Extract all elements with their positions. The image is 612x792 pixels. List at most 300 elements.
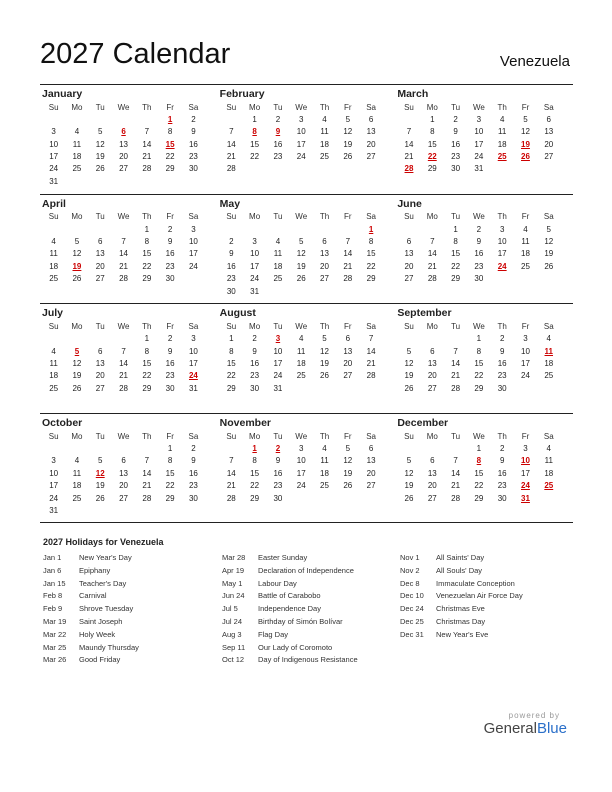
month-block bbox=[40, 414, 218, 522]
holiday-day-cell: 24 bbox=[521, 481, 530, 491]
day-cell: 10 bbox=[296, 456, 306, 466]
day-cell: 25 bbox=[49, 383, 59, 393]
holiday-date: Mar 25 bbox=[43, 642, 67, 652]
day-cell: 11 bbox=[297, 346, 306, 356]
month-row bbox=[40, 194, 573, 304]
month-name: January bbox=[42, 88, 83, 100]
day-cell: 26 bbox=[72, 383, 82, 393]
day-cell: 19 bbox=[343, 468, 353, 478]
holiday-name: New Year's Eve bbox=[436, 629, 489, 639]
day-cell: 14 bbox=[226, 139, 236, 149]
week-row bbox=[397, 236, 573, 248]
holiday-name: All Souls' Day bbox=[436, 565, 483, 575]
day-cell: 14 bbox=[451, 359, 461, 369]
day-cell: 9 bbox=[229, 249, 234, 259]
weekday-label: Fr bbox=[344, 212, 352, 222]
day-cell: 25 bbox=[49, 274, 59, 284]
holiday-date: Oct 12 bbox=[222, 655, 245, 665]
day-cell: 9 bbox=[275, 456, 281, 466]
day-cell: 9 bbox=[167, 346, 173, 356]
weekday-header bbox=[397, 321, 573, 333]
holiday-name: Christmas Eve bbox=[436, 604, 485, 614]
day-cell: 12 bbox=[72, 359, 82, 369]
day-cell: 28 bbox=[142, 493, 152, 503]
weekday-label: Fr bbox=[521, 321, 530, 331]
week-row bbox=[220, 286, 396, 298]
holiday-date: May 1 bbox=[222, 578, 243, 588]
week-row bbox=[42, 139, 218, 151]
day-cell: 2 bbox=[499, 334, 505, 344]
week-row bbox=[397, 333, 573, 345]
holiday-date: Mar 19 bbox=[43, 616, 67, 626]
day-cell: 15 bbox=[427, 139, 437, 149]
day-cell: 28 bbox=[451, 383, 461, 393]
powered-by-text: powered by bbox=[508, 711, 560, 720]
week-row bbox=[42, 236, 218, 248]
day-cell: 6 bbox=[430, 456, 435, 466]
weekday-label: Fr bbox=[166, 102, 174, 112]
day-cell: 11 bbox=[521, 236, 530, 246]
weekday-label: Mo bbox=[71, 212, 83, 222]
day-cell: 26 bbox=[95, 164, 105, 174]
day-cell: 26 bbox=[296, 274, 306, 284]
week-row bbox=[220, 480, 396, 492]
holiday-day-cell: 15 bbox=[165, 139, 175, 149]
day-cell: 16 bbox=[497, 359, 507, 369]
weekday-label: We bbox=[295, 212, 308, 222]
day-cell: 8 bbox=[144, 236, 150, 246]
weekday-label: Tu bbox=[95, 212, 105, 222]
day-cell: 27 bbox=[119, 164, 128, 174]
day-cell: 5 bbox=[345, 114, 351, 124]
day-cell: 20 bbox=[404, 261, 414, 271]
holiday-day-cell: 19 bbox=[72, 261, 82, 271]
day-cell: 29 bbox=[226, 383, 236, 393]
week-row bbox=[397, 383, 573, 395]
month-name: April bbox=[42, 197, 66, 210]
week-row bbox=[220, 468, 396, 480]
day-cell bbox=[336, 286, 359, 298]
week-row bbox=[397, 493, 573, 505]
holiday-name: Labour Day bbox=[258, 578, 297, 588]
day-cell bbox=[537, 383, 560, 395]
day-cell: 19 bbox=[320, 359, 329, 369]
day-cell: 17 bbox=[188, 359, 198, 369]
holiday-date: Dec 10 bbox=[400, 591, 424, 601]
holiday-item bbox=[222, 552, 358, 565]
weekday-label: Mo bbox=[426, 431, 438, 441]
day-cell: 20 bbox=[119, 152, 128, 162]
weekday-label: Tu bbox=[95, 431, 105, 441]
weekday-label: Sa bbox=[188, 102, 199, 112]
day-cell bbox=[89, 114, 112, 126]
month-name: November bbox=[219, 417, 272, 430]
day-cell: 3 bbox=[51, 127, 56, 137]
day-cell: 14 bbox=[142, 139, 152, 149]
weekday-label: Mo bbox=[249, 102, 261, 112]
day-cell bbox=[42, 443, 65, 455]
weekday-label: Sa bbox=[188, 431, 199, 441]
day-cell bbox=[112, 333, 135, 345]
day-cell: 4 bbox=[322, 114, 327, 124]
day-cell: 20 bbox=[95, 371, 105, 381]
holiday-item bbox=[400, 603, 523, 616]
day-cell: 1 bbox=[144, 334, 150, 344]
weekday-label: Sa bbox=[188, 321, 199, 331]
week-row bbox=[220, 126, 396, 138]
day-cell bbox=[537, 163, 560, 175]
day-cell: 13 bbox=[343, 346, 353, 356]
holiday-date: Jan 15 bbox=[43, 578, 66, 588]
day-cell: 7 bbox=[430, 236, 435, 246]
day-cell: 21 bbox=[366, 359, 376, 369]
day-cell: 23 bbox=[451, 152, 461, 162]
holiday-name: Saint Joseph bbox=[79, 616, 123, 626]
day-cell: 24 bbox=[250, 274, 260, 284]
holiday-date: Apr 19 bbox=[222, 565, 245, 575]
day-cell: 25 bbox=[320, 152, 329, 162]
day-cell: 10 bbox=[474, 127, 484, 137]
day-cell bbox=[243, 224, 266, 236]
day-cell: 7 bbox=[229, 456, 234, 466]
holiday-name: Holy Week bbox=[79, 629, 116, 639]
day-cell: 8 bbox=[252, 456, 257, 466]
holiday-day-cell: 25 bbox=[544, 481, 554, 491]
holiday-day-cell: 24 bbox=[188, 371, 198, 381]
holiday-day-cell: 10 bbox=[521, 456, 530, 466]
day-cell: 24 bbox=[521, 371, 530, 381]
day-cell bbox=[243, 163, 266, 175]
week-row bbox=[42, 224, 218, 236]
day-cell: 3 bbox=[298, 114, 304, 124]
week-row bbox=[42, 505, 218, 517]
week-row bbox=[220, 224, 396, 236]
day-cell: 26 bbox=[320, 371, 329, 381]
weekday-label: Su bbox=[48, 431, 59, 441]
day-cell: 29 bbox=[165, 493, 175, 503]
day-cell: 26 bbox=[343, 481, 353, 491]
holiday-item bbox=[43, 578, 139, 591]
day-cell: 4 bbox=[275, 236, 281, 246]
holiday-date: Aug 3 bbox=[222, 629, 242, 639]
day-cell: 5 bbox=[298, 236, 304, 246]
day-cell: 1 bbox=[252, 114, 257, 124]
day-cell: 19 bbox=[343, 139, 353, 149]
weekday-label: Su bbox=[226, 321, 237, 331]
day-cell: 20 bbox=[119, 481, 128, 491]
day-cell: 12 bbox=[296, 249, 306, 259]
day-cell: 29 bbox=[474, 383, 484, 393]
holiday-item bbox=[400, 616, 523, 629]
day-cell bbox=[65, 224, 88, 236]
day-cell: 12 bbox=[95, 139, 105, 149]
day-cell bbox=[336, 224, 359, 236]
day-cell: 8 bbox=[167, 456, 173, 466]
week-row bbox=[220, 493, 396, 505]
weekday-label: Su bbox=[226, 102, 237, 112]
day-cell: 21 bbox=[226, 152, 236, 162]
day-cell: 15 bbox=[366, 249, 376, 259]
weekday-label: Mo bbox=[71, 321, 83, 331]
weekday-label: Tu bbox=[273, 102, 283, 112]
week-row bbox=[42, 114, 218, 126]
holiday-item bbox=[43, 616, 139, 629]
weekday-header bbox=[397, 211, 573, 223]
holiday-name: Teacher's Day bbox=[79, 578, 127, 588]
day-cell: 25 bbox=[72, 493, 82, 503]
week-row bbox=[220, 139, 396, 151]
day-cell bbox=[266, 163, 289, 175]
day-cell: 15 bbox=[474, 359, 484, 369]
day-cell bbox=[313, 286, 336, 298]
day-cell bbox=[491, 273, 514, 285]
weekday-label: Su bbox=[404, 431, 414, 441]
week-row bbox=[220, 443, 396, 455]
week-row bbox=[220, 151, 396, 163]
holiday-item bbox=[222, 603, 358, 616]
day-cell: 20 bbox=[366, 468, 376, 478]
day-cell: 3 bbox=[191, 224, 196, 234]
holiday-name: Battle of Carabobo bbox=[258, 591, 321, 601]
weekday-label: We bbox=[295, 431, 308, 441]
day-cell: 3 bbox=[191, 334, 196, 344]
day-cell: 8 bbox=[167, 127, 173, 137]
day-cell bbox=[182, 505, 205, 517]
day-cell: 25 bbox=[521, 261, 530, 271]
weekday-label: Th bbox=[497, 321, 507, 331]
day-cell: 18 bbox=[72, 152, 82, 162]
day-cell: 2 bbox=[453, 114, 458, 124]
day-cell: 26 bbox=[72, 274, 82, 284]
day-cell: 6 bbox=[406, 236, 412, 246]
day-cell: 10 bbox=[188, 236, 198, 246]
day-cell bbox=[336, 163, 359, 175]
weekday-label: Mo bbox=[71, 431, 83, 441]
day-cell: 28 bbox=[343, 274, 353, 284]
day-cell bbox=[135, 505, 158, 517]
week-row bbox=[397, 139, 573, 151]
day-cell: 24 bbox=[273, 371, 283, 381]
weekday-label: Su bbox=[48, 102, 59, 112]
day-cell: 2 bbox=[229, 236, 234, 246]
week-row bbox=[42, 248, 218, 260]
day-cell: 26 bbox=[544, 261, 554, 271]
day-cell: 7 bbox=[368, 334, 374, 344]
day-cell: 28 bbox=[119, 274, 128, 284]
holiday-date: Mar 22 bbox=[43, 629, 67, 639]
holiday-date: Jun 24 bbox=[222, 591, 245, 601]
month-block bbox=[218, 85, 396, 194]
day-cell bbox=[290, 286, 313, 298]
weekday-label: We bbox=[117, 431, 130, 441]
day-cell: 17 bbox=[188, 249, 198, 259]
holiday-item bbox=[43, 629, 139, 642]
holiday-day-cell: 8 bbox=[476, 456, 482, 466]
day-cell: 13 bbox=[95, 359, 105, 369]
holiday-day-cell: 1 bbox=[368, 224, 374, 234]
weekday-label: Fr bbox=[344, 102, 352, 112]
day-cell: 12 bbox=[521, 127, 530, 137]
day-cell bbox=[397, 443, 420, 455]
day-cell: 2 bbox=[191, 114, 196, 124]
day-cell: 5 bbox=[523, 114, 528, 124]
month-block bbox=[395, 85, 573, 194]
holiday-day-cell: 26 bbox=[521, 152, 530, 162]
day-cell: 25 bbox=[273, 274, 283, 284]
day-cell: 2 bbox=[499, 443, 505, 453]
day-cell bbox=[290, 224, 313, 236]
day-cell: 3 bbox=[51, 456, 56, 466]
holiday-date: Jul 5 bbox=[222, 604, 238, 614]
holiday-name: Maundy Thursday bbox=[79, 642, 139, 652]
weekday-label: Fr bbox=[521, 212, 530, 222]
day-cell: 20 bbox=[320, 261, 329, 271]
month-block bbox=[40, 304, 218, 413]
day-cell: 18 bbox=[521, 249, 530, 259]
holiday-item bbox=[222, 590, 358, 603]
day-cell: 3 bbox=[523, 443, 528, 453]
day-cell: 5 bbox=[406, 456, 412, 466]
day-cell: 1 bbox=[476, 334, 482, 344]
weekday-label: Sa bbox=[188, 212, 199, 222]
day-cell bbox=[266, 286, 289, 298]
day-cell: 1 bbox=[229, 334, 234, 344]
holiday-date: Nov 2 bbox=[400, 565, 420, 575]
day-cell: 4 bbox=[74, 456, 80, 466]
weekday-label: Tu bbox=[273, 321, 283, 331]
day-cell: 11 bbox=[544, 456, 553, 466]
holiday-day-cell: 19 bbox=[521, 139, 530, 149]
day-cell: 1 bbox=[430, 114, 435, 124]
weekday-label: Th bbox=[497, 102, 507, 112]
day-cell: 9 bbox=[499, 346, 505, 356]
day-cell bbox=[313, 493, 336, 505]
weekday-label: Tu bbox=[451, 102, 461, 112]
holiday-item bbox=[400, 565, 523, 578]
weekday-label: Th bbox=[319, 102, 330, 112]
weekday-label: We bbox=[472, 321, 485, 331]
day-cell: 4 bbox=[499, 114, 505, 124]
day-cell: 24 bbox=[296, 152, 306, 162]
week-row bbox=[42, 493, 218, 505]
week-row bbox=[220, 114, 396, 126]
week-row bbox=[397, 455, 573, 467]
day-cell: 15 bbox=[250, 139, 260, 149]
holiday-day-cell: 3 bbox=[275, 334, 281, 344]
month-name: July bbox=[42, 307, 64, 320]
day-cell: 15 bbox=[250, 468, 260, 478]
day-cell: 10 bbox=[49, 468, 59, 478]
holiday-date: Feb 9 bbox=[43, 604, 63, 614]
day-cell: 16 bbox=[451, 139, 461, 149]
day-cell: 29 bbox=[142, 383, 152, 393]
day-cell: 16 bbox=[497, 468, 507, 478]
day-cell bbox=[135, 176, 158, 188]
week-row bbox=[220, 261, 396, 273]
day-cell: 7 bbox=[121, 346, 126, 356]
day-cell: 2 bbox=[275, 114, 281, 124]
day-cell: 13 bbox=[320, 249, 329, 259]
day-cell: 30 bbox=[497, 383, 507, 393]
day-cell: 31 bbox=[49, 505, 59, 515]
weekday-label: Th bbox=[142, 212, 152, 222]
day-cell: 30 bbox=[474, 274, 484, 284]
day-cell: 5 bbox=[98, 456, 103, 466]
holiday-day-cell: 8 bbox=[252, 127, 257, 137]
month-block bbox=[395, 414, 573, 522]
weekday-header bbox=[42, 431, 218, 443]
weekday-label: Mo bbox=[71, 102, 83, 112]
day-cell: 5 bbox=[98, 127, 103, 137]
day-cell: 31 bbox=[250, 286, 260, 296]
day-cell bbox=[220, 224, 243, 236]
day-cell: 16 bbox=[188, 139, 198, 149]
day-cell: 6 bbox=[368, 114, 374, 124]
holiday-name: Declaration of Independence bbox=[258, 565, 354, 575]
day-cell: 12 bbox=[544, 236, 554, 246]
week-row bbox=[397, 151, 573, 163]
holiday-item bbox=[43, 565, 139, 578]
day-cell: 16 bbox=[273, 139, 283, 149]
day-cell bbox=[397, 333, 420, 345]
day-cell: 30 bbox=[451, 164, 461, 174]
day-cell: 5 bbox=[345, 443, 351, 453]
brand-logo[interactable] bbox=[484, 720, 567, 737]
weekday-label: Mo bbox=[426, 321, 438, 331]
day-cell: 30 bbox=[250, 383, 260, 393]
day-cell bbox=[359, 383, 382, 395]
weekday-label: Sa bbox=[543, 102, 554, 112]
day-cell: 18 bbox=[544, 359, 554, 369]
day-cell: 4 bbox=[523, 224, 528, 234]
month-row bbox=[40, 413, 573, 523]
holiday-name: Independence Day bbox=[258, 604, 321, 614]
week-row bbox=[397, 163, 573, 175]
day-cell: 20 bbox=[343, 359, 353, 369]
day-cell: 29 bbox=[451, 274, 461, 284]
day-cell bbox=[112, 443, 135, 455]
month-block bbox=[218, 195, 396, 304]
weekday-label: Th bbox=[319, 431, 330, 441]
day-cell: 7 bbox=[406, 127, 412, 137]
day-cell: 7 bbox=[144, 127, 150, 137]
day-cell: 22 bbox=[474, 371, 484, 381]
day-cell: 8 bbox=[430, 127, 435, 137]
weekday-label: Th bbox=[497, 431, 507, 441]
day-cell: 11 bbox=[72, 139, 82, 149]
day-cell bbox=[65, 176, 88, 188]
day-cell: 14 bbox=[119, 359, 128, 369]
day-cell bbox=[359, 493, 382, 505]
holiday-item bbox=[222, 629, 358, 642]
holiday-item bbox=[222, 654, 358, 667]
month-block bbox=[40, 85, 218, 194]
week-row bbox=[397, 114, 573, 126]
week-row bbox=[42, 468, 218, 480]
holiday-date: Dec 24 bbox=[400, 604, 424, 614]
holiday-name: Easter Sunday bbox=[258, 553, 308, 562]
weekday-label: Fr bbox=[344, 431, 352, 441]
weekday-label: Th bbox=[319, 212, 330, 222]
day-cell: 1 bbox=[144, 224, 150, 234]
day-cell: 13 bbox=[95, 249, 105, 259]
day-cell: 18 bbox=[320, 139, 329, 149]
holiday-item bbox=[43, 654, 139, 667]
day-cell: 16 bbox=[165, 249, 175, 259]
day-cell: 29 bbox=[250, 493, 260, 503]
day-cell: 18 bbox=[49, 261, 59, 271]
day-cell bbox=[336, 493, 359, 505]
